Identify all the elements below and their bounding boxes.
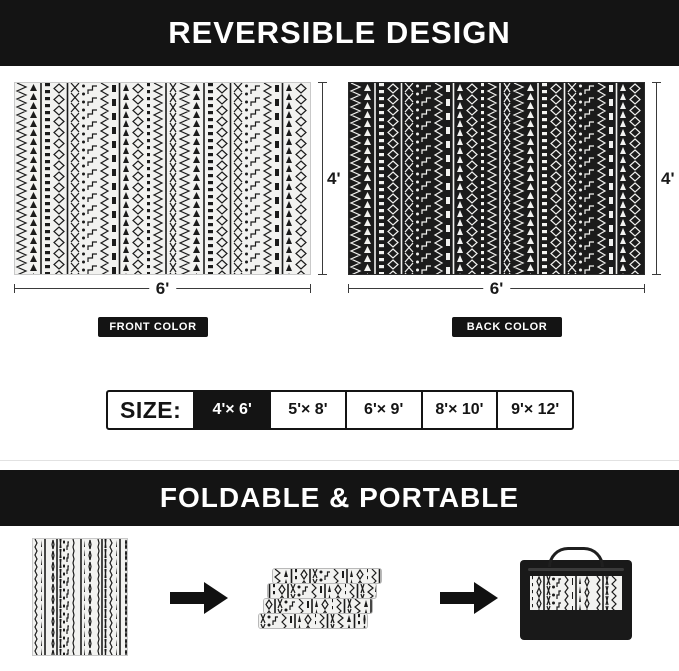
step-flat-rug [32,538,128,656]
front-rug-width-dimension [14,278,311,298]
back-rug-image [348,82,645,275]
front-rug-height-label: 4' [326,167,342,191]
front-color-chip [98,317,208,337]
foldable-steps-row [0,530,679,671]
front-color-chip-label: FRONT COLOR [109,321,197,333]
size-option-0[interactable]: 4'× 6' [193,392,269,428]
bag-handle-icon [548,547,604,567]
banner-top-title: REVERSIBLE DESIGN [168,15,511,50]
bag-window-pattern [530,576,622,610]
size-selector-label: SIZE: [120,396,182,423]
back-color-chip [452,317,562,337]
arrow-2-icon [440,582,498,619]
front-rug-height-dimension [318,82,341,275]
step-folded-rug [258,568,368,638]
bag-zipper [528,568,624,571]
banner-foldable-portable [0,470,679,526]
size-selector[interactable] [106,390,574,430]
size-option-3[interactable]: 8'× 10' [421,392,497,428]
front-rug-width-label: 6' [149,279,177,299]
back-rug-width-label: 6' [483,279,511,299]
back-rug-height-label: 4' [660,167,676,191]
size-option-2[interactable]: 6'× 9' [345,392,421,428]
arrow-1-icon [170,582,228,619]
front-rug-image [14,82,311,275]
back-color-chip-label: BACK COLOR [466,321,548,333]
step-carry-bag [520,560,632,640]
section-divider [0,460,679,461]
back-rug-panel [348,82,645,275]
banner-bottom-title: FOLDABLE & PORTABLE [159,482,520,513]
size-option-1[interactable]: 5'× 8' [269,392,345,428]
front-rug-panel [14,82,311,275]
banner-reversible-design [0,0,679,66]
size-option-4[interactable]: 9'× 12' [496,392,572,428]
back-rug-height-dimension [652,82,675,275]
back-rug-width-dimension [348,278,645,298]
